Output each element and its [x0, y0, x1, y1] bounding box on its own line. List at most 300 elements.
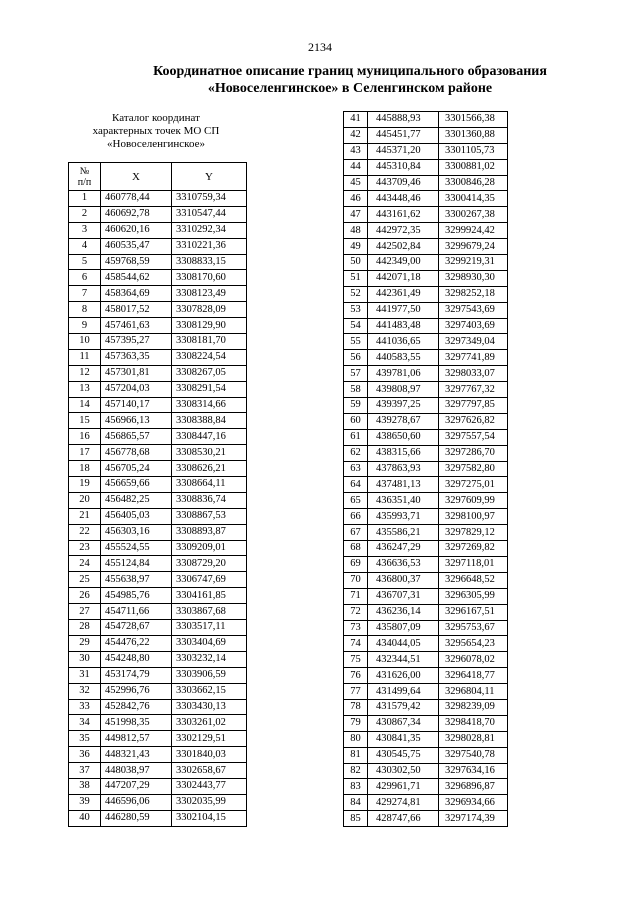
- point-number-cell: 15: [69, 413, 101, 429]
- y-coordinate-cell: 3308314,66: [172, 397, 247, 413]
- point-number-cell: 74: [344, 636, 368, 652]
- x-coordinate-cell: 442071,18: [368, 270, 439, 286]
- x-coordinate-cell: 459768,59: [101, 254, 172, 270]
- y-coordinate-cell: 3308267,05: [172, 365, 247, 381]
- point-number-cell: 32: [69, 683, 101, 699]
- y-coordinate-cell: 3309209,01: [172, 540, 247, 556]
- table-row: [69, 572, 247, 588]
- x-coordinate-cell: 438315,66: [368, 445, 439, 461]
- x-coordinate-cell: 455524,55: [101, 540, 172, 556]
- x-coordinate-cell: 458544,62: [101, 270, 172, 286]
- x-coordinate-cell: 456303,16: [101, 524, 172, 540]
- table-row: [69, 763, 247, 779]
- x-coordinate-cell: 454476,22: [101, 635, 172, 651]
- table-row: [344, 731, 508, 747]
- point-number-cell: 27: [69, 604, 101, 620]
- x-coordinate-cell: 445310,84: [368, 159, 439, 175]
- y-coordinate-cell: 3308836,74: [172, 492, 247, 508]
- x-coordinate-cell: 443448,46: [368, 191, 439, 207]
- x-coordinate-cell: 454248,80: [101, 651, 172, 667]
- point-number-cell: 60: [344, 413, 368, 429]
- y-coordinate-cell: 3308129,90: [172, 318, 247, 334]
- y-coordinate-cell: 3300846,28: [439, 175, 508, 191]
- x-coordinate-cell: 457301,81: [101, 365, 172, 381]
- point-number-cell: 33: [69, 699, 101, 715]
- point-number-cell: 1: [69, 191, 101, 207]
- table-row: [69, 524, 247, 540]
- point-number-cell: 72: [344, 604, 368, 620]
- y-coordinate-cell: 3299679,24: [439, 239, 508, 255]
- point-number-cell: 4: [69, 238, 101, 254]
- y-coordinate-cell: 3298252,18: [439, 286, 508, 302]
- table-row: [344, 763, 508, 779]
- point-number-cell: 46: [344, 191, 368, 207]
- x-coordinate-cell: 442349,00: [368, 255, 439, 271]
- point-number-cell: 51: [344, 270, 368, 286]
- y-coordinate-cell: 3308170,60: [172, 270, 247, 286]
- point-number-cell: 39: [69, 794, 101, 810]
- x-coordinate-cell: 456778,68: [101, 445, 172, 461]
- table-row: [69, 492, 247, 508]
- point-number-cell: 12: [69, 365, 101, 381]
- y-coordinate-cell: 3296804,11: [439, 684, 508, 700]
- table-row: [69, 683, 247, 699]
- title-line-1: Координатное описание границ муниципального образования: [153, 64, 547, 79]
- y-coordinate-cell: 3298033,07: [439, 366, 508, 382]
- point-number-cell: 42: [344, 127, 368, 143]
- y-coordinate-cell: 3306747,69: [172, 572, 247, 588]
- x-coordinate-cell: 456482,25: [101, 492, 172, 508]
- y-coordinate-cell: 3303867,68: [172, 604, 247, 620]
- x-coordinate-cell: 439278,67: [368, 413, 439, 429]
- point-number-cell: 22: [69, 524, 101, 540]
- y-coordinate-cell: 3297275,01: [439, 477, 508, 493]
- table-row: [344, 684, 508, 700]
- point-number-cell: 28: [69, 620, 101, 636]
- x-coordinate-cell: 455638,97: [101, 572, 172, 588]
- point-number-cell: 53: [344, 302, 368, 318]
- y-coordinate-cell: 3297634,16: [439, 763, 508, 779]
- point-number-cell: 7: [69, 286, 101, 302]
- x-coordinate-cell: 435993,71: [368, 509, 439, 525]
- y-coordinate-cell: 3297403,69: [439, 318, 508, 334]
- table-row: [344, 811, 508, 827]
- y-coordinate-cell: 3310547,44: [172, 206, 247, 222]
- table-row: [344, 286, 508, 302]
- x-coordinate-cell: 439808,97: [368, 382, 439, 398]
- y-coordinate-cell: 3297767,32: [439, 382, 508, 398]
- table-row: [69, 699, 247, 715]
- y-coordinate-cell: 3295753,67: [439, 620, 508, 636]
- x-coordinate-cell: 434044,05: [368, 636, 439, 652]
- table-row: [344, 239, 508, 255]
- table-row: [344, 255, 508, 271]
- point-number-cell: 73: [344, 620, 368, 636]
- x-coordinate-cell: 457363,35: [101, 349, 172, 365]
- table-row: [344, 429, 508, 445]
- x-coordinate-cell: 456705,24: [101, 461, 172, 477]
- point-number-cell: 56: [344, 350, 368, 366]
- table-row: [69, 334, 247, 350]
- point-number-cell: 85: [344, 811, 368, 827]
- point-number-cell: 82: [344, 763, 368, 779]
- x-coordinate-cell: 439781,06: [368, 366, 439, 382]
- table-row: [344, 795, 508, 811]
- point-number-cell: 58: [344, 382, 368, 398]
- y-coordinate-cell: 3308530,21: [172, 445, 247, 461]
- x-coordinate-cell: 460778,44: [101, 191, 172, 207]
- x-coordinate-cell: 445888,93: [368, 112, 439, 128]
- point-number-cell: 36: [69, 747, 101, 763]
- table-row: [69, 508, 247, 524]
- table-row: [344, 413, 508, 429]
- table-row: [69, 747, 247, 763]
- table-row: [69, 381, 247, 397]
- y-coordinate-cell: 3300414,35: [439, 191, 508, 207]
- x-coordinate-cell: 430545,75: [368, 747, 439, 763]
- point-number-cell: 45: [344, 175, 368, 191]
- y-coordinate-cell: 3297829,12: [439, 525, 508, 541]
- point-number-cell: 20: [69, 492, 101, 508]
- table-row: [344, 620, 508, 636]
- point-number-cell: 31: [69, 667, 101, 683]
- catalog-caption: [68, 112, 244, 151]
- x-coordinate-cell: 455124,84: [101, 556, 172, 572]
- table-row: [69, 794, 247, 810]
- point-number-cell: 79: [344, 715, 368, 731]
- table-row: [344, 143, 508, 159]
- x-coordinate-cell: 449812,57: [101, 731, 172, 747]
- point-number-cell: 23: [69, 540, 101, 556]
- point-number-cell: 65: [344, 493, 368, 509]
- table-row: [344, 398, 508, 414]
- table-row: [69, 477, 247, 493]
- point-number-cell: 84: [344, 795, 368, 811]
- table-row: [344, 572, 508, 588]
- table-row: [344, 636, 508, 652]
- table-row: [69, 461, 247, 477]
- x-coordinate-cell: 439397,25: [368, 398, 439, 414]
- y-coordinate-cell: 3299924,42: [439, 223, 508, 239]
- table-row: [344, 525, 508, 541]
- point-number-cell: 25: [69, 572, 101, 588]
- header-x: X: [101, 163, 172, 191]
- x-coordinate-cell: 436247,29: [368, 541, 439, 557]
- point-number-cell: 55: [344, 334, 368, 350]
- x-coordinate-cell: 448038,97: [101, 763, 172, 779]
- y-coordinate-cell: 3303261,02: [172, 715, 247, 731]
- y-coordinate-cell: 3310221,36: [172, 238, 247, 254]
- table-row: [69, 588, 247, 604]
- point-number-cell: 17: [69, 445, 101, 461]
- point-number-cell: 9: [69, 318, 101, 334]
- x-coordinate-cell: 452842,76: [101, 699, 172, 715]
- table-row: [69, 397, 247, 413]
- x-coordinate-cell: 457461,63: [101, 318, 172, 334]
- caption-line-2: характерных точек МО СП: [92, 125, 220, 137]
- y-coordinate-cell: 3296648,52: [439, 572, 508, 588]
- point-number-cell: 78: [344, 699, 368, 715]
- y-coordinate-cell: 3298418,70: [439, 715, 508, 731]
- y-coordinate-cell: 3308893,87: [172, 524, 247, 540]
- point-number-cell: 2: [69, 206, 101, 222]
- y-coordinate-cell: 3297582,80: [439, 461, 508, 477]
- table-row: [344, 382, 508, 398]
- y-coordinate-cell: 3301566,38: [439, 112, 508, 128]
- y-coordinate-cell: 3304161,85: [172, 588, 247, 604]
- table-row: [69, 254, 247, 270]
- y-coordinate-cell: 3308123,49: [172, 286, 247, 302]
- x-coordinate-cell: 460535,47: [101, 238, 172, 254]
- point-number-cell: 18: [69, 461, 101, 477]
- point-number-cell: 21: [69, 508, 101, 524]
- point-number-cell: 38: [69, 778, 101, 794]
- table-row: [69, 620, 247, 636]
- y-coordinate-cell: 3296078,02: [439, 652, 508, 668]
- table-row: [69, 778, 247, 794]
- point-number-cell: 71: [344, 588, 368, 604]
- y-coordinate-cell: 3297609,99: [439, 493, 508, 509]
- x-coordinate-cell: 454985,76: [101, 588, 172, 604]
- table-row: [344, 779, 508, 795]
- table-row: [69, 429, 247, 445]
- point-number-cell: 80: [344, 731, 368, 747]
- x-coordinate-cell: 441036,65: [368, 334, 439, 350]
- table-row: [344, 747, 508, 763]
- y-coordinate-cell: 3303430,13: [172, 699, 247, 715]
- x-coordinate-cell: 458364,69: [101, 286, 172, 302]
- point-number-cell: 49: [344, 239, 368, 255]
- y-coordinate-cell: 3303232,14: [172, 651, 247, 667]
- table-row: [69, 540, 247, 556]
- table-row: [344, 112, 508, 128]
- x-coordinate-cell: 454728,67: [101, 620, 172, 636]
- y-coordinate-cell: 3308447,16: [172, 429, 247, 445]
- point-number-cell: 62: [344, 445, 368, 461]
- x-coordinate-cell: 441977,50: [368, 302, 439, 318]
- y-coordinate-cell: 3308291,54: [172, 381, 247, 397]
- x-coordinate-cell: 456405,03: [101, 508, 172, 524]
- y-coordinate-cell: 3296167,51: [439, 604, 508, 620]
- point-number-cell: 64: [344, 477, 368, 493]
- point-number-cell: 10: [69, 334, 101, 350]
- table-row: [344, 350, 508, 366]
- point-number-cell: 8: [69, 302, 101, 318]
- table-row: [344, 445, 508, 461]
- table-row: [69, 731, 247, 747]
- y-coordinate-cell: 3307828,09: [172, 302, 247, 318]
- x-coordinate-cell: 432344,51: [368, 652, 439, 668]
- table-row: [69, 810, 247, 826]
- y-coordinate-cell: 3303662,15: [172, 683, 247, 699]
- y-coordinate-cell: 3296418,77: [439, 668, 508, 684]
- table-row: [69, 651, 247, 667]
- point-number-cell: 41: [344, 112, 368, 128]
- y-coordinate-cell: 3297543,69: [439, 302, 508, 318]
- x-coordinate-cell: 430302,50: [368, 763, 439, 779]
- table-row: [344, 493, 508, 509]
- table-row: [344, 604, 508, 620]
- table-row: [344, 509, 508, 525]
- point-number-cell: 70: [344, 572, 368, 588]
- y-coordinate-cell: 3298239,09: [439, 699, 508, 715]
- x-coordinate-cell: 430867,34: [368, 715, 439, 731]
- header-number-abbrev: п/п: [77, 176, 92, 188]
- y-coordinate-cell: 3302658,67: [172, 763, 247, 779]
- y-coordinate-cell: 3302035,99: [172, 794, 247, 810]
- table-row: [344, 334, 508, 350]
- point-number-cell: 48: [344, 223, 368, 239]
- x-coordinate-cell: 456865,57: [101, 429, 172, 445]
- point-number-cell: 16: [69, 429, 101, 445]
- table-row: [344, 191, 508, 207]
- table-row: [344, 366, 508, 382]
- x-coordinate-cell: 456966,13: [101, 413, 172, 429]
- y-coordinate-cell: 3297540,78: [439, 747, 508, 763]
- point-number-cell: 81: [344, 747, 368, 763]
- table-row: [69, 222, 247, 238]
- x-coordinate-cell: 457204,03: [101, 381, 172, 397]
- table-row: [344, 127, 508, 143]
- table-row: [69, 270, 247, 286]
- x-coordinate-cell: 430841,35: [368, 731, 439, 747]
- x-coordinate-cell: 448321,43: [101, 747, 172, 763]
- x-coordinate-cell: 442361,49: [368, 286, 439, 302]
- point-number-cell: 68: [344, 541, 368, 557]
- point-number-cell: 83: [344, 779, 368, 795]
- x-coordinate-cell: 428747,66: [368, 811, 439, 827]
- point-number-cell: 47: [344, 207, 368, 223]
- x-coordinate-cell: 431626,00: [368, 668, 439, 684]
- x-coordinate-cell: 431579,42: [368, 699, 439, 715]
- point-number-cell: 50: [344, 255, 368, 271]
- y-coordinate-cell: 3297349,04: [439, 334, 508, 350]
- coordinates-left-body: [69, 191, 247, 827]
- y-coordinate-cell: 3308867,53: [172, 508, 247, 524]
- x-coordinate-cell: 436636,53: [368, 556, 439, 572]
- y-coordinate-cell: 3297741,89: [439, 350, 508, 366]
- table-row: [69, 556, 247, 572]
- y-coordinate-cell: 3296896,87: [439, 779, 508, 795]
- table-row: [344, 302, 508, 318]
- point-number-cell: 35: [69, 731, 101, 747]
- x-coordinate-cell: 442972,35: [368, 223, 439, 239]
- header-number-symbol: №: [79, 165, 90, 177]
- y-coordinate-cell: 3297269,82: [439, 541, 508, 557]
- table-row: [69, 413, 247, 429]
- point-number-cell: 57: [344, 366, 368, 382]
- x-coordinate-cell: 454711,66: [101, 604, 172, 620]
- y-coordinate-cell: 3302129,51: [172, 731, 247, 747]
- table-row: [344, 159, 508, 175]
- y-coordinate-cell: 3301360,88: [439, 127, 508, 143]
- x-coordinate-cell: 451998,35: [101, 715, 172, 731]
- point-number-cell: 63: [344, 461, 368, 477]
- y-coordinate-cell: 3297557,54: [439, 429, 508, 445]
- y-coordinate-cell: 3300881,02: [439, 159, 508, 175]
- x-coordinate-cell: 437863,93: [368, 461, 439, 477]
- table-row: [69, 206, 247, 222]
- table-row: [344, 541, 508, 557]
- y-coordinate-cell: 3298100,97: [439, 509, 508, 525]
- y-coordinate-cell: 3300267,38: [439, 207, 508, 223]
- point-number-cell: 3: [69, 222, 101, 238]
- coordinates-table-right: [343, 111, 508, 827]
- y-coordinate-cell: 3302443,77: [172, 778, 247, 794]
- y-coordinate-cell: 3308388,84: [172, 413, 247, 429]
- y-coordinate-cell: 3299219,31: [439, 255, 508, 271]
- x-coordinate-cell: 460620,16: [101, 222, 172, 238]
- point-number-cell: 52: [344, 286, 368, 302]
- x-coordinate-cell: 436236,14: [368, 604, 439, 620]
- table-row: [69, 445, 247, 461]
- x-coordinate-cell: 443709,46: [368, 175, 439, 191]
- x-coordinate-cell: 458017,52: [101, 302, 172, 318]
- point-number-cell: 54: [344, 318, 368, 334]
- point-number-cell: 59: [344, 398, 368, 414]
- point-number-cell: 26: [69, 588, 101, 604]
- header-y: Y: [172, 163, 247, 191]
- table-row: [69, 302, 247, 318]
- table-row: [344, 477, 508, 493]
- table-row: [344, 668, 508, 684]
- point-number-cell: 34: [69, 715, 101, 731]
- x-coordinate-cell: 436800,37: [368, 572, 439, 588]
- coordinates-table-left: [68, 162, 247, 827]
- x-coordinate-cell: 438650,60: [368, 429, 439, 445]
- point-number-cell: 40: [69, 810, 101, 826]
- y-coordinate-cell: 3295654,23: [439, 636, 508, 652]
- x-coordinate-cell: 447207,29: [101, 778, 172, 794]
- table-row: [344, 207, 508, 223]
- y-coordinate-cell: 3308664,11: [172, 477, 247, 493]
- y-coordinate-cell: 3298028,81: [439, 731, 508, 747]
- y-coordinate-cell: 3303906,59: [172, 667, 247, 683]
- x-coordinate-cell: 456659,66: [101, 477, 172, 493]
- x-coordinate-cell: 446596,06: [101, 794, 172, 810]
- table-row: [69, 238, 247, 254]
- y-coordinate-cell: 3308833,15: [172, 254, 247, 270]
- point-number-cell: 76: [344, 668, 368, 684]
- point-number-cell: 13: [69, 381, 101, 397]
- x-coordinate-cell: 436351,40: [368, 493, 439, 509]
- point-number-cell: 67: [344, 525, 368, 541]
- table-row: [344, 652, 508, 668]
- table-row: [344, 699, 508, 715]
- x-coordinate-cell: 457395,27: [101, 334, 172, 350]
- table-row: [69, 715, 247, 731]
- document-title: [100, 63, 600, 97]
- x-coordinate-cell: 440583,55: [368, 350, 439, 366]
- page-number: 2134: [308, 40, 332, 54]
- x-coordinate-cell: 457140,17: [101, 397, 172, 413]
- y-coordinate-cell: 3297286,70: [439, 445, 508, 461]
- table-row: [344, 461, 508, 477]
- table-row: [69, 365, 247, 381]
- point-number-cell: 44: [344, 159, 368, 175]
- x-coordinate-cell: 441483,48: [368, 318, 439, 334]
- table-row: [344, 556, 508, 572]
- point-number-cell: 61: [344, 429, 368, 445]
- table-row: [69, 349, 247, 365]
- y-coordinate-cell: 3297118,01: [439, 556, 508, 572]
- point-number-cell: 29: [69, 635, 101, 651]
- table-row: [69, 318, 247, 334]
- x-coordinate-cell: 460692,78: [101, 206, 172, 222]
- header-number: [69, 163, 101, 191]
- x-coordinate-cell: 437481,13: [368, 477, 439, 493]
- point-number-cell: 6: [69, 270, 101, 286]
